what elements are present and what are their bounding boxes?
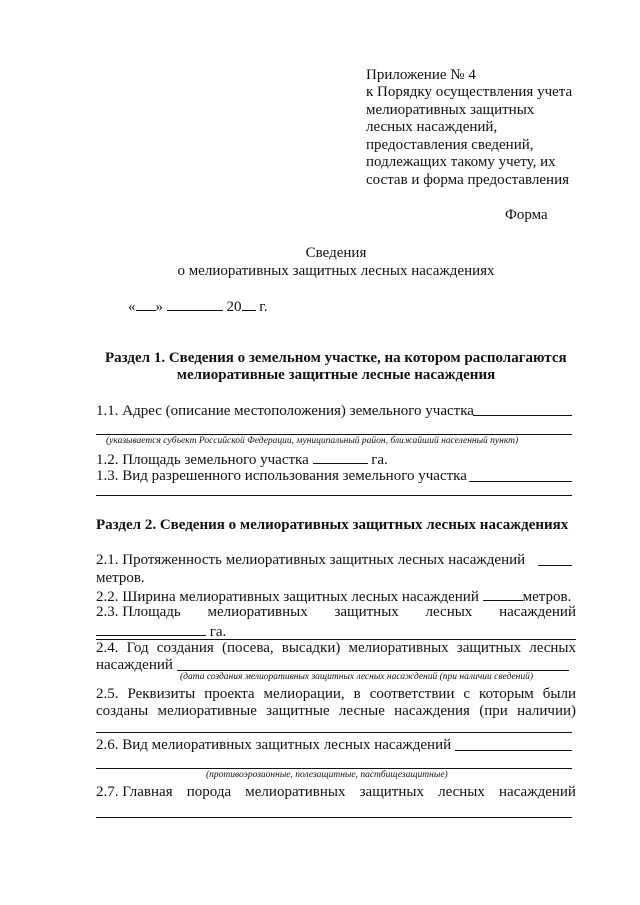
item-1-2 — [96, 449, 388, 469]
item-2-6-field[interactable] — [455, 750, 572, 751]
item-2-7-field[interactable] — [96, 817, 572, 818]
date-year-prefix: 20 — [226, 299, 242, 315]
item-2-1-line-1: 2.1. Протяженность мелиоративных защитных лесных насаждений — [96, 552, 526, 568]
item-2-5-line-1: 2.5. Реквизиты проекта мелиорации, в соответствии с которым были — [96, 686, 576, 702]
item-2-3-unit: га. — [209, 624, 227, 640]
form-label: Форма — [505, 207, 548, 223]
item-1-3: 1.3. Вид разрешенного использования земельного участка — [96, 468, 467, 484]
item-1-3-field[interactable] — [469, 481, 572, 482]
item-2-3-field[interactable] — [96, 621, 206, 636]
hint-1-1: (указывается субъект Российской Федерации, муниципальный район, ближайший населенный пункт) — [106, 436, 519, 446]
item-2-6-field-line-2[interactable] — [96, 768, 572, 769]
date-line — [128, 296, 267, 316]
date-year-field[interactable] — [242, 296, 256, 311]
section1-heading-line-2: мелиоративные защитные лесные насаждения — [176, 367, 496, 383]
hint-2-6: (противоэрозионные, полезащитные, пастбищезащитные) — [206, 770, 448, 780]
item-2-7-word: мелиоративных — [245, 784, 346, 800]
item-2-4-line-1: 2.4. Год создания (посева, высадки) мелиоративных защитных лесных — [96, 640, 576, 656]
document-title: Сведения — [305, 245, 367, 261]
date-close-quote: » — [155, 299, 163, 315]
item-1-1: 1.1. Адрес (описание местоположения) земельного участка — [96, 403, 474, 419]
item-2-4-field[interactable] — [177, 670, 569, 671]
appendix-line-6: подлежащих такому учету, их — [366, 154, 556, 170]
section1-heading-line-1: Раздел 1. Сведения о земельном участке, на котором располагаются — [105, 350, 567, 366]
item-2-2-label: 2.2. Ширина мелиоративных защитных лесных насаждений — [96, 589, 479, 605]
item-1-2-field[interactable] — [313, 449, 368, 464]
item-1-1-field[interactable] — [473, 415, 572, 416]
appendix-line-2: к Порядку осуществления учета — [366, 84, 573, 100]
item-2-1-field[interactable] — [538, 565, 572, 566]
item-2-1-line-2: метров. — [96, 570, 145, 586]
appendix-line-4: лесных насаждений, — [366, 119, 498, 135]
item-1-2-unit: га. — [371, 452, 388, 468]
item-2-7-line-1 — [96, 783, 576, 801]
appendix-line-1: Приложение № 4 — [366, 67, 476, 83]
item-2-7-word: защитных — [359, 784, 424, 800]
appendix-line-3: мелиоративных защитных — [366, 102, 535, 118]
item-2-6: 2.6. Вид мелиоративных защитных лесных насаждений — [96, 737, 452, 753]
appendix-line-5: предоставления сведений, — [366, 137, 534, 153]
section2-heading: Раздел 2. Сведения о мелиоративных защитных лесных насаждениях — [96, 517, 569, 533]
item-2-3-line-2 — [96, 621, 226, 641]
item-2-4-line-2: насаждений — [96, 657, 173, 673]
date-day-field[interactable] — [136, 296, 156, 311]
item-2-7-word: лесных — [438, 784, 485, 800]
item-2-2-field[interactable] — [483, 586, 523, 601]
item-1-1-field-line-2[interactable] — [96, 434, 572, 435]
item-2-3-word: насаждений — [499, 604, 576, 620]
appendix-line-7: состав и форма предоставления — [366, 172, 570, 188]
item-2-5-field[interactable] — [96, 732, 572, 733]
item-2-3-word: 2.3. Площадь — [96, 604, 181, 620]
item-2-7-word: порода — [186, 784, 232, 800]
item-1-3-field-line-2[interactable] — [96, 495, 572, 496]
item-2-3-word: мелиоративных — [207, 604, 308, 620]
date-open-quote: « — [128, 299, 136, 315]
hint-2-4: (дата создания мелиоративных защитных лесных насаждений (при наличии сведений) — [180, 672, 534, 682]
item-2-3-word: лесных — [425, 604, 473, 620]
date-year-suffix: г. — [259, 299, 268, 315]
item-2-7-word: насаждений — [499, 784, 576, 800]
item-1-2-label: 1.2. Площадь земельного участка — [96, 452, 309, 468]
item-2-2-unit: метров. — [522, 589, 572, 605]
item-2-3-line-1 — [96, 603, 576, 621]
item-2-5-line-2: созданы мелиоративные защитные лесные насаждения (при наличии) — [96, 703, 576, 719]
document-subtitle: о мелиоративных защитных лесных насаждениях — [177, 263, 495, 279]
date-month-field[interactable] — [167, 296, 223, 311]
item-2-3-word: защитных — [334, 604, 399, 620]
item-2-7-word: 2.7. Главная — [96, 784, 173, 800]
